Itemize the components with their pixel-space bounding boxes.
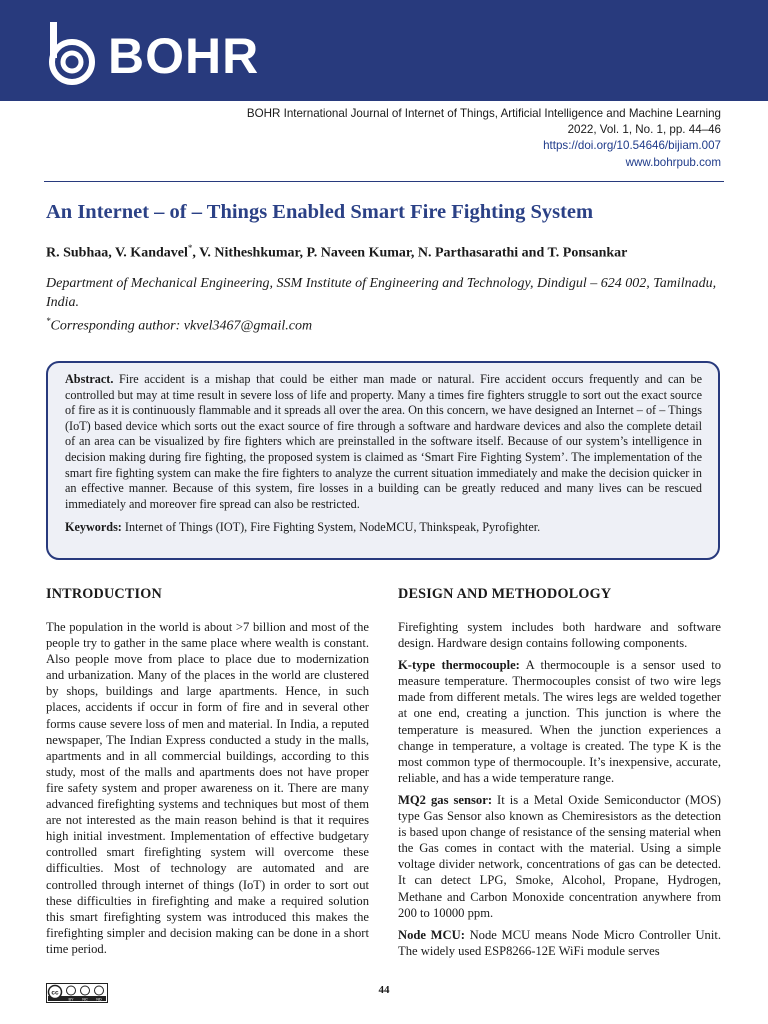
keywords-label: Keywords: (65, 520, 122, 535)
abstract-label: Abstract. (65, 372, 114, 386)
keywords (65, 520, 702, 536)
doi-link[interactable]: https://doi.org/10.54646/bijiam.007 (543, 139, 721, 153)
bohr-logo-icon (44, 18, 100, 88)
author-list (46, 243, 736, 262)
journal-issue: 2022, Vol. 1, No. 1, pp. 44–46 (567, 123, 721, 137)
corresponding-author: Corresponding author: vkvel3467@gmail.com (50, 318, 313, 334)
article-title: An Internet – of – Things Enabled Smart Fire Fighting System (46, 201, 594, 223)
thermocouple-text: A thermocouple is a sensor used to measure temperature. Thermocouples consist of two wire legs made from different metals. The wires legs are welded together at one end, creating a junction. This junction is where the temperature is measured. When the junction experiences a change in temperature, a voltage is created. The type K is the most common type of thermocouple. It’s inexpensive, accurate, reliable, and has a wide temperature range. (398, 658, 721, 785)
website-link[interactable]: www.bohrpub.com (625, 155, 721, 169)
mq2-label: MQ2 gas sensor: (398, 792, 493, 807)
nd-label: ND (96, 997, 102, 1002)
authors-part-2: , V. Nitheshkumar, P. Naveen Kumar, N. Parthasarathi and T. Ponsankar (192, 245, 628, 261)
bohr-logo[interactable] (44, 18, 259, 88)
brand-name: BOHR (108, 28, 260, 84)
affiliation (46, 275, 726, 336)
corresponding-mark: * (187, 243, 193, 253)
thermocouple-paragraph (398, 657, 721, 786)
header-divider (44, 181, 724, 182)
journal-name: BOHR International Journal of Internet of Things, Artificial Intelligence and Machine Learning (246, 107, 721, 120)
design-section (398, 586, 721, 965)
header-banner (0, 0, 768, 101)
nodemcu-paragraph (398, 927, 721, 959)
mq2-paragraph (398, 792, 721, 921)
design-heading: DESIGN AND METHODOLOGY (398, 586, 612, 602)
by-label: BY (68, 997, 74, 1002)
nodemcu-label: Node MCU: (398, 927, 465, 942)
design-intro: Firefighting system includes both hardware and software design. Hardware design contains following components. (398, 620, 721, 651)
keywords-text: Internet of Things (IOT), Fire Fighting System, NodeMCU, Thinkspeak, Pyrofighter. (124, 520, 541, 535)
thermocouple-label: K-type thermocouple: (398, 658, 520, 673)
abstract-text: Fire accident is a mishap that could be either man made or natural. Fire accident occurs frequently and can be controlled but may at time result in severe loss of life and property. Many a times fire fighters struggle to sort out the exact source of fire as it is continuously flammable and it spreads all over the area. On this concern, we have designed an Internet – of – Things (IoT) based device which sorts out the exact source of fire through a software and hardware devices and also the complete detail of an area can be visualized by fire fighters which are preinstalled in the software itself. Because of our system’s intelligence in decision making during fire fighting, the proposed system is claimed as ‘Smart Fire Fighting System’. The implementation of the smart fire fighting system can make the fire fighters to analyze the current situation immediately and make the decision quicker in an effective manner. Because of this system, fire losses in a building can be greatly reduced and many lives can be rescued immediately and moreover fire spread can also be restricted. (65, 372, 702, 511)
abstract-box (46, 361, 720, 560)
corresponding-mark-2: * (46, 316, 51, 326)
mq2-text: It is a Metal Oxide Semiconductor (MOS) type Gas Sensor also known as Chemiresistors as the detection is based upon change of resistance of the sensing material when the Gas comes in contact with the material. Using a simple voltage divider network, concentrations of gas can be detected. It can detect LPG, Smoke, Alcohol, Propane, Hydrogen, Methane and Carbon Monoxide concentration anywhere from 200 to 10000 ppm. (398, 792, 721, 920)
journal-info (247, 106, 721, 171)
affiliation-text: Department of Mechanical Engineering, SSM Institute of Engineering and Technology, Dindigul – 624 002, Tamilnadu, India. (46, 276, 717, 310)
nc-label: NC (82, 997, 88, 1002)
cc-mark: cc (51, 989, 59, 997)
nodemcu-text: Node MCU means Node Micro Controller Unit. The widely used ESP8266-12E WiFi module serves (398, 927, 722, 958)
authors-part-1: R. Subhaa, V. Kandavel (46, 245, 188, 261)
page-number: 44 (378, 984, 390, 996)
abstract (65, 372, 702, 512)
introduction-heading: INTRODUCTION (46, 586, 162, 602)
introduction-section (46, 586, 369, 963)
introduction-text: The population in the world is about >7 billion and most of the people try to gather in the same place where wealth is constant. Also people move from place to place due to modernization and urbanization. Many of the places in the world are clustered by shops, buildings and large apartments. Hence, in such places, accidents if occur in form of fire and in several other forms cause severe loss of men and material. In India, a reputed newspaper, The Indian Express conducted a study in the malls, apartments and in all commercial buildings, according to this study, most of the malls and apartments does not have proper fire safety system and proper awareness on it. There are many advanced firefighting systems and techniques but most of them are not interested as the main reason behind is that it requires high initial investment. Implementation of effective budgetary controlled smart firefighting system will overcome these difficulties. Most of technology are automated and are controlled through internet of things (IoT) in order to sort out these difficulties in firefighting and make a required solution this smart firefighting system was introduced this makes the firefighting simpler and decision making can be done in a short time period. (46, 620, 369, 956)
